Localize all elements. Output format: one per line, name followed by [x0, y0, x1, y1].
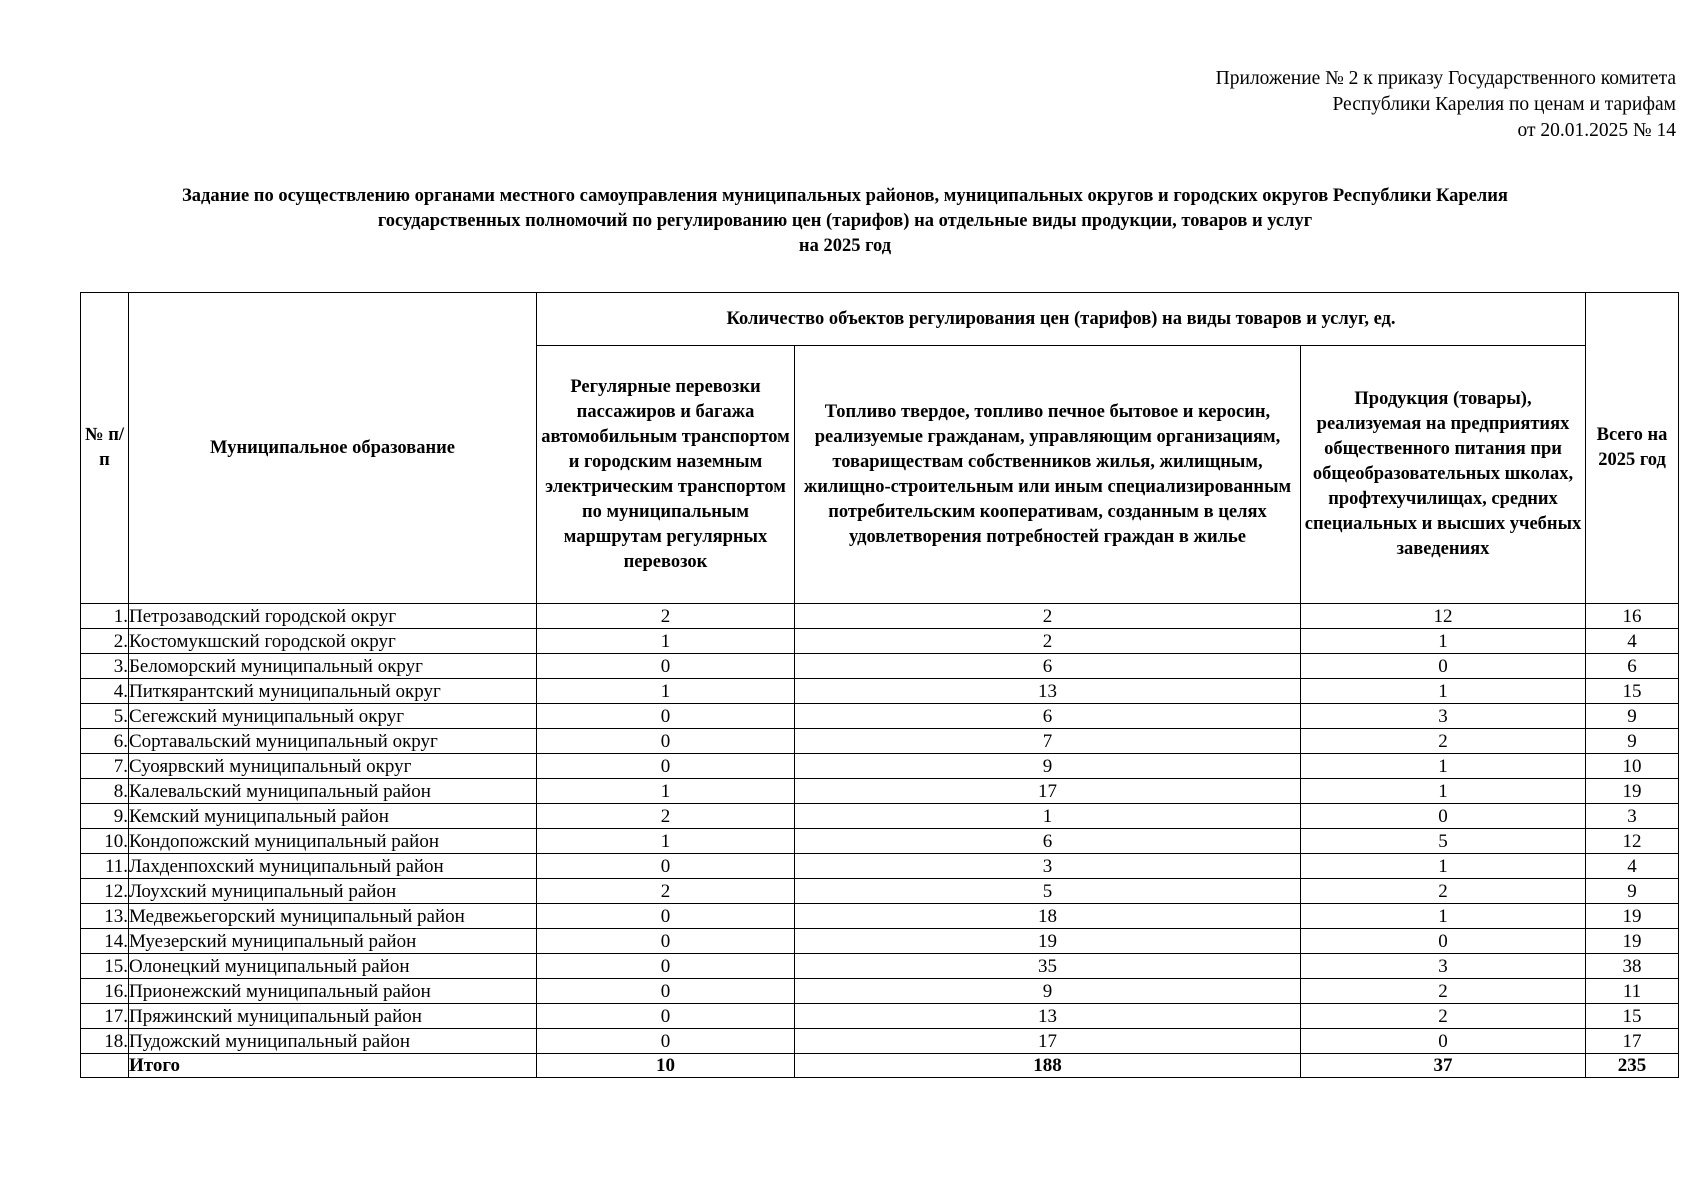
catering-count: 1 [1301, 904, 1586, 929]
row-total: 16 [1586, 604, 1679, 629]
row-number: 1. [81, 604, 129, 629]
row-total: 19 [1586, 779, 1679, 804]
transport-count: 0 [537, 704, 795, 729]
municipality-name: Петрозаводский городской округ [129, 604, 537, 629]
row-number: 18. [81, 1029, 129, 1054]
row-number: 3. [81, 654, 129, 679]
row-total: 17 [1586, 1029, 1679, 1054]
table-row [81, 754, 1679, 779]
total-catering: 37 [1301, 1054, 1586, 1078]
table-row [81, 1029, 1679, 1054]
catering-count: 0 [1301, 654, 1586, 679]
row-number: 13. [81, 904, 129, 929]
transport-count: 2 [537, 879, 795, 904]
table-row [81, 879, 1679, 904]
fuel-count: 35 [795, 954, 1301, 979]
row-total: 3 [1586, 804, 1679, 829]
catering-count: 1 [1301, 779, 1586, 804]
row-number: 15. [81, 954, 129, 979]
fuel-count: 2 [795, 629, 1301, 654]
catering-count: 12 [1301, 604, 1586, 629]
row-number: 11. [81, 854, 129, 879]
table-row [81, 779, 1679, 804]
transport-count: 1 [537, 629, 795, 654]
fuel-count: 6 [795, 829, 1301, 854]
transport-count: 0 [537, 854, 795, 879]
catering-count: 2 [1301, 979, 1586, 1004]
fuel-count: 13 [795, 679, 1301, 704]
municipality-name: Пряжинский муниципальный район [129, 1004, 537, 1029]
municipality-name: Питкярантский муниципальный округ [129, 679, 537, 704]
fuel-count: 2 [795, 604, 1301, 629]
fuel-count: 9 [795, 979, 1301, 1004]
row-total: 19 [1586, 904, 1679, 929]
municipality-name: Сортавальский муниципальный округ [129, 729, 537, 754]
catering-count: 0 [1301, 1029, 1586, 1054]
row-total: 9 [1586, 879, 1679, 904]
fuel-count: 6 [795, 704, 1301, 729]
catering-count: 1 [1301, 754, 1586, 779]
table-row [81, 1004, 1679, 1029]
table-row [81, 854, 1679, 879]
row-total: 15 [1586, 679, 1679, 704]
row-total: 19 [1586, 929, 1679, 954]
table-row [81, 654, 1679, 679]
catering-count: 1 [1301, 854, 1586, 879]
table-row [81, 804, 1679, 829]
table-body [81, 604, 1679, 1054]
row-total: 11 [1586, 979, 1679, 1004]
municipality-name: Кемский муниципальный район [129, 804, 537, 829]
total-num-cell [81, 1054, 129, 1078]
catering-count: 3 [1301, 704, 1586, 729]
total-label: Итого [129, 1054, 537, 1078]
fuel-count: 13 [795, 1004, 1301, 1029]
municipality-name: Костомукшский городской округ [129, 629, 537, 654]
header-number: № п/п [81, 293, 129, 604]
row-total: 10 [1586, 754, 1679, 779]
title-line: на 2025 год [798, 236, 892, 256]
row-total: 4 [1586, 629, 1679, 654]
title-line: Задание по осуществлению органами местного самоуправления муниципальных районов, муниципальных округов и городских округов Республики Карелия [182, 186, 1508, 206]
fuel-count: 18 [795, 904, 1301, 929]
table-row [81, 629, 1679, 654]
transport-count: 0 [537, 654, 795, 679]
total-sum: 235 [1586, 1054, 1679, 1078]
table-row [81, 679, 1679, 704]
row-total: 4 [1586, 854, 1679, 879]
row-number: 10. [81, 829, 129, 854]
catering-count: 1 [1301, 679, 1586, 704]
fuel-count: 19 [795, 929, 1301, 954]
total-transport: 10 [537, 1054, 795, 1078]
header-fuel: Топливо твердое, топливо печное бытовое и керосин, реализуемые гражданам, управляющим организациям, товариществам собственников жилья, жилищным, жилищно-строительным или иным специализированным потребительским кооперативам, созданным в целях удовлетворения потребностей граждан в жилье [795, 346, 1301, 604]
catering-count: 3 [1301, 954, 1586, 979]
municipality-name: Прионежский муниципальный район [129, 979, 537, 1004]
row-number: 2. [81, 629, 129, 654]
transport-count: 1 [537, 779, 795, 804]
transport-count: 0 [537, 754, 795, 779]
municipality-name: Беломорский муниципальный округ [129, 654, 537, 679]
fuel-count: 17 [795, 1029, 1301, 1054]
appendix-line: Республики Карелия по ценам и тарифам [1332, 94, 1676, 115]
row-total: 38 [1586, 954, 1679, 979]
municipality-name: Суоярвский муниципальный округ [129, 754, 537, 779]
fuel-count: 6 [795, 654, 1301, 679]
catering-count: 2 [1301, 1004, 1586, 1029]
row-number: 5. [81, 704, 129, 729]
transport-count: 1 [537, 679, 795, 704]
title-line: государственных полномочий по регулированию цен (тарифов) на отдельные виды продукции, товаров и услуг [377, 211, 1313, 231]
table-row [81, 954, 1679, 979]
total-fuel: 188 [795, 1054, 1301, 1078]
municipality-name: Калевальский муниципальный район [129, 779, 537, 804]
appendix-note [976, 66, 1676, 144]
row-total: 15 [1586, 1004, 1679, 1029]
catering-count: 1 [1301, 629, 1586, 654]
row-total: 9 [1586, 704, 1679, 729]
table-row [81, 729, 1679, 754]
catering-count: 0 [1301, 804, 1586, 829]
header-transport: Регулярные перевозки пассажиров и багажа автомобильным транспортом и городским наземным электрическим транспортом по муниципальным маршрутам регулярных перевозок [537, 346, 795, 604]
catering-count: 0 [1301, 929, 1586, 954]
fuel-count: 17 [795, 779, 1301, 804]
header-total: Всего на 2025 год [1586, 293, 1679, 604]
row-total: 6 [1586, 654, 1679, 679]
municipality-name: Муезерский муниципальный район [129, 929, 537, 954]
row-total: 9 [1586, 729, 1679, 754]
fuel-count: 5 [795, 879, 1301, 904]
regulation-table [80, 292, 1679, 1078]
table-row [81, 979, 1679, 1004]
municipality-name: Олонецкий муниципальный район [129, 954, 537, 979]
transport-count: 2 [537, 604, 795, 629]
table-row [81, 704, 1679, 729]
row-number: 4. [81, 679, 129, 704]
row-number: 9. [81, 804, 129, 829]
row-number: 14. [81, 929, 129, 954]
fuel-count: 9 [795, 754, 1301, 779]
table-row [81, 904, 1679, 929]
municipality-name: Сегежский муниципальный округ [129, 704, 537, 729]
municipality-name: Кондопожский муниципальный район [129, 829, 537, 854]
transport-count: 0 [537, 1004, 795, 1029]
header-municipality: Муниципальное образование [129, 293, 537, 604]
catering-count: 2 [1301, 879, 1586, 904]
row-number: 6. [81, 729, 129, 754]
transport-count: 0 [537, 904, 795, 929]
row-number: 17. [81, 1004, 129, 1029]
catering-count: 2 [1301, 729, 1586, 754]
transport-count: 0 [537, 1029, 795, 1054]
header-catering: Продукция (товары), реализуемая на предприятиях общественного питания при общеобразовательных школах, профтехучилищах, средних специальных и высших учебных заведениях [1301, 346, 1586, 604]
table-row [81, 829, 1679, 854]
appendix-line: Приложение № 2 к приказу Государственного комитета [1215, 68, 1676, 89]
row-number: 12. [81, 879, 129, 904]
row-number: 16. [81, 979, 129, 1004]
fuel-count: 1 [795, 804, 1301, 829]
catering-count: 5 [1301, 829, 1586, 854]
total-row [81, 1054, 1679, 1078]
municipality-name: Лахденпохский муниципальный район [129, 854, 537, 879]
transport-count: 1 [537, 829, 795, 854]
transport-count: 0 [537, 729, 795, 754]
transport-count: 0 [537, 929, 795, 954]
transport-count: 2 [537, 804, 795, 829]
municipality-name: Лоухский муниципальный район [129, 879, 537, 904]
header-group: Количество объектов регулирования цен (тарифов) на виды товаров и услуг, ед. [537, 293, 1586, 346]
transport-count: 0 [537, 954, 795, 979]
row-number: 7. [81, 754, 129, 779]
table-row [81, 604, 1679, 629]
table-row [81, 929, 1679, 954]
row-total: 12 [1586, 829, 1679, 854]
row-number: 8. [81, 779, 129, 804]
fuel-count: 3 [795, 854, 1301, 879]
transport-count: 0 [537, 979, 795, 1004]
fuel-count: 7 [795, 729, 1301, 754]
municipality-name: Пудожский муниципальный район [129, 1029, 537, 1054]
municipality-name: Медвежьегорский муниципальный район [129, 904, 537, 929]
document-title [80, 184, 1610, 259]
appendix-line: от 20.01.2025 № 14 [1517, 120, 1676, 141]
